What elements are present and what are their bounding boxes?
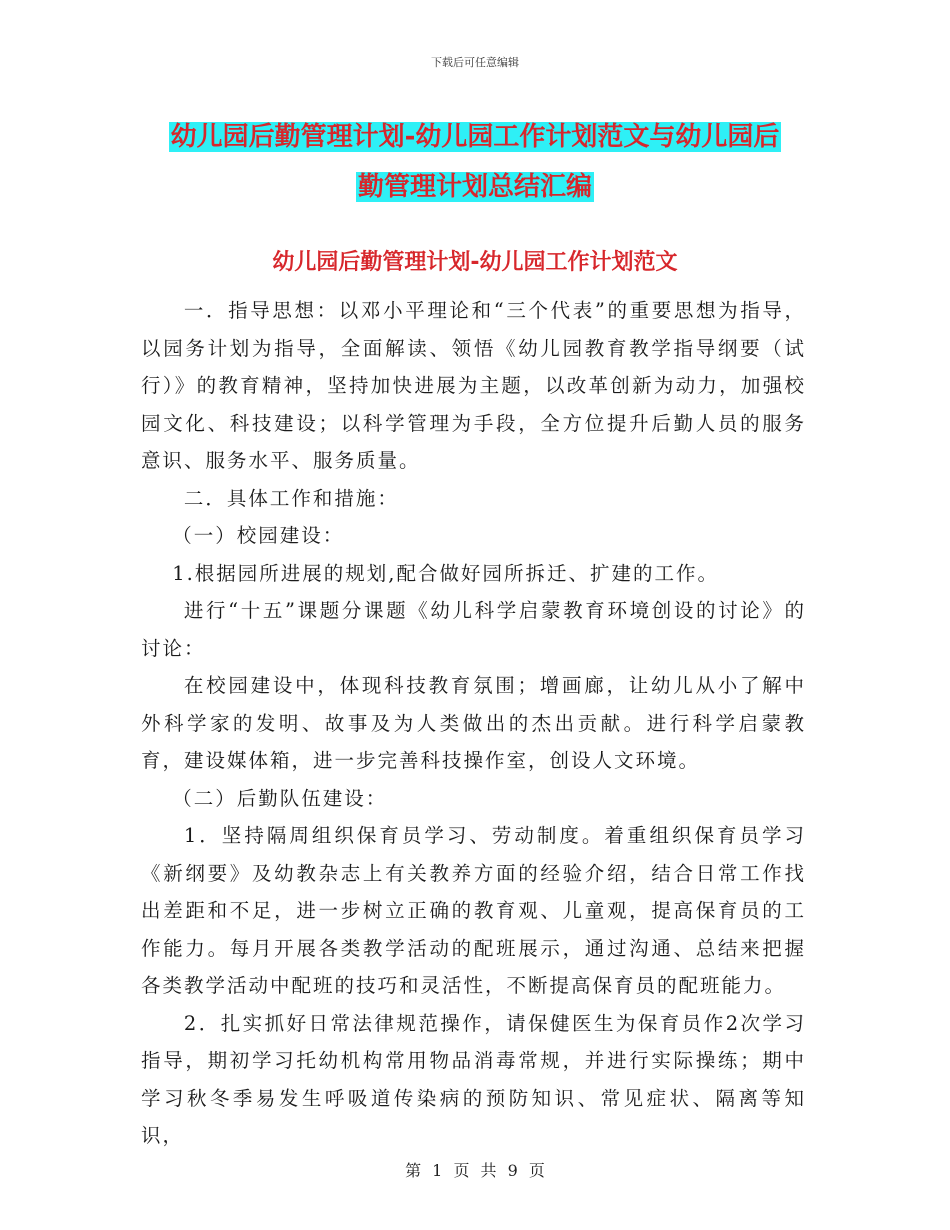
paragraph-campus-item-1: 1.根据园所进展的规划,配合做好园所拆迁、扩建的工作。: [172, 561, 719, 585]
paragraph-guiding-thought: 一．指导思想：以邓小平理论和“三个代表”的重要思想为指导，以园务计划为指导，全面解读、领悟《幼儿园教育教学指导纲要（试行）》的教育精神，坚持加快进展为主题，以改革创新为动力，加强校园文化、科技建设；以科学管理为手段，全方位提升后勤人员的服务意识、服务水平、服务质量。: [141, 299, 806, 472]
paragraph-campus-environment: 在校园建设中，体现科技教育氛围；增画廊，让幼儿从小了解中外科学家的发明、故事及为人类做出的杰出贡献。进行科学启蒙教育，建设媒体箱，进一步完善科技操作室，创设人文环境。: [141, 674, 806, 772]
document-title: [140, 112, 810, 212]
paragraph-campus-construction-heading: （一）校园建设：: [172, 524, 345, 547]
document-body: [141, 292, 806, 1155]
paragraph-staff-construction-heading: （二）后勤队伍建设：: [172, 786, 388, 810]
paragraph-measures-heading: 二．具体工作和措施：: [183, 486, 399, 510]
page-number: 第 1 页 共 9 页: [405, 1161, 545, 1180]
paragraph-research-topic: 进行“十五”课题分课题《幼儿科学启蒙教育环境创设的讨论》的讨论：: [141, 599, 806, 660]
paragraph-staff-item-2: 2．扎实抓好日常法律规范操作，请保健医生为保育员作2次学习指导，期初学习托幼机构常用物品消毒常规，并进行实际操练；期中学习秋冬季易发生呼吸道传染病的预防知识、常见症状、隔离等知识，: [141, 1011, 806, 1147]
page-header-note: 下载后可任意编辑: [431, 56, 519, 69]
document-title-line-2: 勤管理计划总结汇编: [357, 172, 592, 202]
section-title: 幼儿园后勤管理计划-幼儿园工作计划范文: [272, 250, 678, 275]
paragraph-staff-item-1: 1．坚持隔周组织保育员学习、劳动制度。着重组织保育员学习《新纲要》及幼教杂志上有关教养方面的经验介绍，结合日常工作找出差距和不足，进一步树立正确的教育观、儿童观，提高保育员的工作能力。每月开展各类教学活动的配班展示，通过沟通、总结来把握各类教学活动中配班的技巧和灵活性，不断提高保育员的配班能力。: [141, 824, 806, 997]
document-title-line-1: 幼儿园后勤管理计划-幼儿园工作计划范文与幼儿园后: [170, 122, 780, 152]
